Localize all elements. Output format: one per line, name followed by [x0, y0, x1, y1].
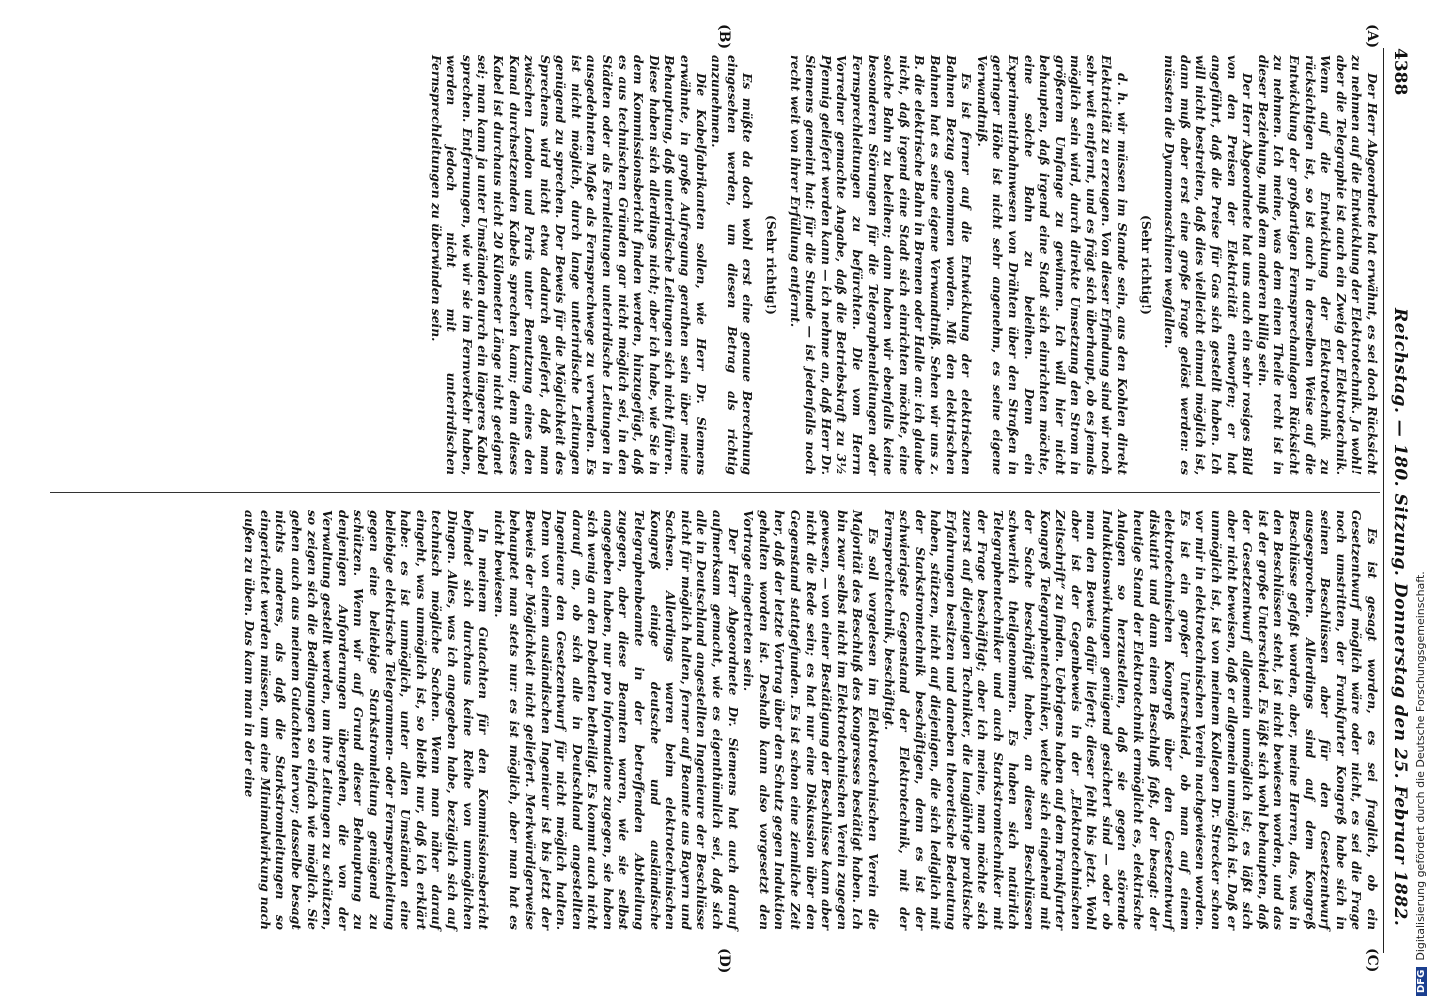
margin-marker-d: (D) — [716, 948, 732, 974]
margin-marker-a: (A) — [1364, 24, 1380, 49]
paragraph: Der Herr Abgeordnete hat uns auch ein sehr rosiges Bild von den Preisen der Elektricität entworfen; er hat angeführt, daß die Preise für Gas sich gestellt haben. Ich will nicht bestreiten, daß dies vielleicht einmal möglich ist, dann muß aber erst eine große Frage gelöst werden: es müssten die Dynamomaschinen wegfallen. — [1162, 55, 1256, 475]
interjection: (Sehr richtig!) — [764, 215, 780, 315]
page-header — [1383, 48, 1414, 953]
paragraph: Es ist gesagt worden, es sei fraglich, ob ein Gesetzentwurf möglich wäre oder nicht, es sei die Frage noch umstritten, der Frankfurter Kongreß habe sich in seinen Beschlüssen aber für den Gesetzentwurf ausgesprochen. Allerdings sind auf dem Kongreß Beschlüsse gefaßt worden, aber, meine Herren, das, was in den Beschlüssen steht, ist nicht bewiesen worden, und das ist der große Unterschied. Es läßt sich wohl behaupten, daß der Gesetzentwurf allgemein unmöglich ist; es läßt sich aber nicht beweisen, daß er allgemein unmöglich ist. Daß er unmöglich ist, ist von meinem Kollegen Dr. Strecker schon vor mir in elektrotechnischen Verein nachgewiesen worden. Es ist ein großer Unterschied, ob man auf einem elektrotechnischen Kongreß über den Gesetzentwurf diskutirt und dann einen Beschluß faßt, der besagt: der heutige Stand der Elektrotechnik ermöglicht es, elektrische Anlagen so herzustellen, daß sie gegen störende Induktionswirkungen genügend gesichert sind — oder ob man den Beweis dafür liefert; dieser fehlt bis jetzt. Wohl aber ist der Gegenbeweis in der „Elektrotechnischen Zeitschrift“ zu finden. Uebrigens haben auf dem Frankfurter Kongreß Telegraphentechniker, welche sich eingehend mit der Sache beschäftigt haben, an diesen Beschlüssen schwerlich theilgenommen. Es haben sich natürlich Telegraphentechniker und auch Starkstromtechniker mit der Frage beschäftigt; aber ich meine, man möchte sich zuerst auf diejenigen Techniker, die langjährige praktische Erfahrungen besitzen und daneben theoretische Bedeutung haben, stützen, nicht auf diejenigen, die sich lediglich mit der Starkstromtechnik beschäftigen, denn es ist der schwierigste Gegenstand der Elektrotechnik, mit der Fernsprechtechnik, beschäftigt. — [881, 510, 1380, 930]
margin-marker-c: (C) — [1364, 948, 1380, 973]
right-text-column — [60, 510, 1380, 930]
footer-line — [1414, 571, 1427, 996]
paragraph: Es soll vorgelesen im Elektrotechnischen Verein die Majorität des Beschluß des Kongresses bestätigt haben. Ich bin zwar selbst nicht im Elektrotechnischen Verein zugegen gewesen, — von einer Bestätigung der Beschlüsse kann aber nicht die Rede sein; es hat nur eine Diskussion über den Gegenstand stattgefunden. Es ist schon eine ziemliche Zeit her, daß der letzte Vortrag über den Schutz gegen Induktion gehalten worden ist. Deshalb kann also vorgesetzt den Vortrage eingetreten sein. — [741, 510, 881, 930]
paragraph: Die Kabelfabrikanten sollen, wie Herr Dr. Siemens erwähnte, in große Aufregung gerathen sein über meine Behauptung, daß unterirdische Leitungen sich nicht führen. Diese haben sich allerdings nicht; aber ich habe, wie Sie in dem Kommissionsbericht finden werden, hinzugefügt, daß es aus technischen Gründen gar nicht möglich sei, in den Städten oder als Fernleitungen unterirdische Leitungen in ausgedehntem Maße als Fernsprechwege zu verwenden. Es ist nicht möglich, durch lange unterirdische Leitungen genügend zu sprechen. Der Beweis für die Möglichkeit des Sprechens wird nicht etwa dadurch geliefert, daß man zwischen London und Paris unter Benutzung eines den Kanal durchsetzenden Kabels sprechen kann; denn dieses Kabel ist durchaus nicht 20 Kilometer Länge nicht geeignet sei; man kann ja unter Umständen durch ein längeres Kabel sprechen. Entfernungen, wie wir sie im Fernverkehr haben, werden jedoch nicht mit unterirdischen Fernsprechleitungen zu überwinden sein. — [428, 55, 709, 475]
paragraph: Es müßte da doch wohl erst eine genaue Berechnung eingesehen werden, um diesen Betrag als richtig anzunehmen. — [709, 55, 756, 475]
paragraph: Der Herr Abgeordnete hat erwähnt, es sei doch Rücksicht zu nehmen auf die Entwicklung der Elektrotechnik. Ja wohl! aber die Telegraphie ist auch ein Zweig der Elektrotechnik. Wenn auf die Entwicklung der Elektrotechnik zu rücksichtigen ist, so ist auch in derselben Weise auf die Entwicklung der großartigen Fernsprechanlagen Rücksicht zu nehmen. Ich meine, was dem einen Theile recht ist in dieser Beziehung, muß dem anderen billig sein. — [1255, 55, 1380, 475]
dfg-logo: DFG — [1416, 967, 1427, 996]
page-title: Reichstag. — 180. Sitzung. Donnerstag den 25. Februar 1882. — [1390, 308, 1410, 927]
paragraph: d. h. wir müssen im Stande sein, aus den Kohlen direkt Elektricität zu erzeugen. Von dieser Erfindung sind wir noch sehr weit entfernt, und es frägt sich überhaupt, ob es jemals möglich sein wird, durch direkte Umsetzung den Strom in größerem Umfange zu gewinnen. Ich will hier nicht behaupten, daß irgend eine Stadt sich einrichten möchte, eine solche Bahn zu beleihen. Denn ein Experimentirbahnwesen von Drähten über den Straßen in geringer Höhe ist nicht sehr angenehm, es seine eigene Verwandtniß. — [974, 55, 1131, 475]
digitization-footer — [1412, 6, 1432, 996]
page-number: 4388 — [1390, 48, 1410, 96]
footer-text: Digitalisierung gefördert durch die Deutsche Forschungsgemeinschaft. — [1414, 571, 1427, 961]
interjection: (Sehr richtig!) — [1138, 215, 1154, 315]
column-divider — [50, 492, 1380, 493]
paragraph: In meinem Gutachten für den Kommissionsbericht befindet sich durchaus keine Reihe von unmöglichen Dingen. Alles, was ich angegeben habe, bezüglich sich auf technisch mögliche Sachen. Wenn man näher darauf eingeht, was unmöglich ist, so bleibt nur, daß ich erklärt habe: es ist unmöglich, unter allen Umständen eine beliebige elektrische Telegrammen- oder Fernsprechleitung gegen eine beliebige Starkstromleitung genügend zu schützen. Wenn wir auf Grund dieser Behauptung zu denjenigen Anforderungen übergehen, die von der Verwaltung gestellt werden, um ihre Leitungen zu schützen, so zeigen sich die Bedingungen so einfach wie möglich. Sie gehen auch aus meinem Gutachten hervor; dasselbe besagt nichts anderes, als daß die Starkstromleitungen so eingerichtet werden müssen, um eine Minimalwirkung nach außen zu üben. Das kann man in der eine — [242, 510, 492, 930]
left-text-column — [428, 55, 1380, 475]
margin-marker-b: (B) — [716, 24, 732, 50]
paragraph: Der Herr Abgeordnete Dr. Siemens hat auch darauf aufmerksam gemacht, wie es eigenthümlich sei, daß sich alle in Deutschland angestellten Ingenieure der Beschlüsse nicht für möglich halten, ferner auf Beamte aus Bayern und Sachsen. Allerdings waren beim elektrotechnischen Kongreß einige deutsche und ausländische Telegraphenbeamte in der betreffenden Abtheilung zugegen, aber diese Beamten waren, wie sie selbst angegeben haben, nur pro informatione zugegen, sie haben sich wenig an den Debatten betheiligt. Es kommt auch nicht darauf an, ob sich alle in Deutschland angestellten Ingenieure den Gesetzentwurf für nicht möglich halten. Denn von einem ausländischen Ingenieur ist bis jetzt der Beweis der Möglichkeit nicht geliefert. Merkwürdigerweise behauptet man stets nur: es ist möglich, aber man hat es nicht bewiesen. — [491, 510, 741, 930]
paragraph: Es ist ferner auf die Entwicklung der elektrischen Bahnen Bezug genommen worden. Mit den elektrischen Bahnen hat es seine eigene Verwandtniß. Sehen wir uns z. B. die elektrische Bahn in Bremen oder Halle an: ich glaube nicht, daß irgend eine Stadt sich einrichten möchte, eine solche Bahn zu beleihen; dann haben wir ebenfalls keine besonderen Störungen für die Telegraphenleitungen oder Fernsprechleitungen zu befürchten. Die vom Herrn Vorredner gemachte Angabe, daß die Betriebskraft zu 3½ Pfennig geliefert werden kann — ich nehme an, daß Herr Dr. Siemens gemeint hat: für die Stunde — ist jedenfalls noch recht weit von ihrer Erfüllung entfernt. — [787, 55, 975, 475]
